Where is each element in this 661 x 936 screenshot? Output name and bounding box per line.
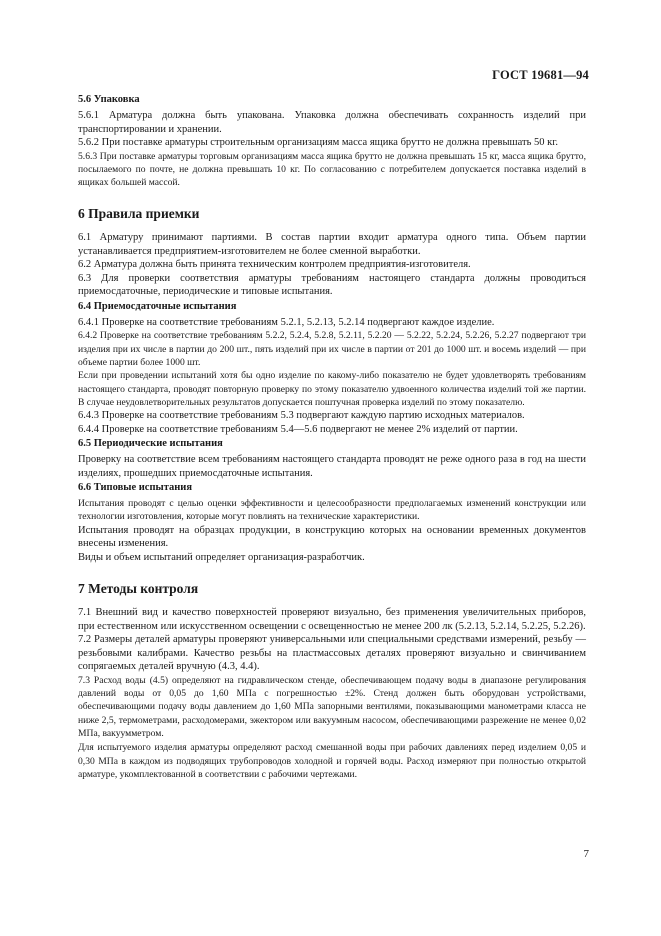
paragraph-6-4-2: 6.4.2 Проверке на соответствие требованиям 5.2.2, 5.2.4, 5.2.8, 5.2.11, 5.2.20 — 5.2.22, 5.2.24, 5.2.26, 5.2.27 подвергают три изделия при их числе в партии до 200 шт., пять изделий при их числе в партии от 201 до 1000 шт. и восемь изделий — при объеме партии более 1000 шт. (78, 330, 586, 368)
paragraph-7-1: 7.1 Внешний вид и качество поверхностей проверяют визуально, без применения увеличительных приборов, при естественном или искусственном освещении с освещенностью не менее 200 лк (5.2.13, 5.2.14, 5.2.25, 5.2.26). (78, 607, 586, 632)
page-number: 7 (583, 848, 589, 860)
paragraph-7-3: 7.3 Расход воды (4.5) определяют на гидравлическом стенде, обеспечивающем подачу воды в диапазоне регулирования давлений воды от 0,05 до 1,60 МПа с погрешностью ±2%. Стенд должен быть оборудован устройствами, обеспечивающими подачу воды давлением до 1,60 МПа запорными вентилями, показывающими манометрами класса не ниже 2,5, термометрами, расходомерами, эжектором или вакуумным насосом, обеспечивающими разрежение не менее 0,02 МПа, вакуумметром. (78, 674, 586, 739)
paragraph-5-6-3: 5.6.3 При поставке арматуры торговым организациям масса ящика брутто не должна превышать 15 кг, масса ящика брутто, посылаемого по почте, не должна превышать 10 кг. По согласованию с потребителем допускается поставка изделий в ящиках большей массой. (78, 150, 586, 189)
paragraph-5-6-2: 5.6.2 При поставке арматуры строительным организациям масса ящика брутто не должна превышать 50 кг. (78, 137, 558, 148)
paragraph-6-3: 6.3 Для проверки соответствия арматуры требованиям настоящего стандарта должны проводиться приемосдаточные, периодические и типовые испытания. (78, 272, 586, 298)
paragraph-6-1: 6.1 Арматуру принимают партиями. В состав партии входит арматура одного типа. Объем партии устанавливается предприятием-изготовителем не более сменной выработки. (78, 232, 586, 257)
doc-code-header: ГОСТ 19681—94 (492, 68, 589, 82)
paragraph-7-3-cont: Для испытуемого изделия арматуры определяют расход смешанной воды при рабочих давлениях перед изделием 0,05 и 0,30 МПа в каждом из подводящих трубопроводов холодной и горячей воды. Расход измеряют при полностью открытой арматуре, укомплектованной в соответствии с рабочими чертежами. (78, 742, 586, 780)
paragraph-6-6-a: Испытания проводят с целью оценки эффективности и целесообразности предполагаемых изменений конструкции или технологии изготовления, которые могут повлиять на технические характеристики. (78, 498, 586, 523)
section-6-5-title: 6.5 Периодические испытания (78, 438, 223, 450)
paragraph-5-6-1: 5.6.1 Арматура должна быть упакована. Упаковка должна обеспечивать сохранность изделий при транспортировании и хранении. (78, 110, 586, 135)
section-6-6-title: 6.6 Типовые испытания (78, 482, 193, 494)
section-7-title: 7 Методы контроля (78, 581, 199, 597)
paragraph-6-4-1: 6.4.1 Проверке на соответствие требованиям 5.2.1, 5.2.13, 5.2.14 подвергают каждое изделие. (78, 316, 495, 328)
section-6-title: 6 Правила приемки (78, 206, 200, 222)
section-5-6-title: 5.6 Упаковка (78, 94, 140, 105)
paragraph-6-4-4: 6.4.4 Проверке на соответствие требованиям 5.4—5.6 подвергают не менее 2% изделий от партии. (78, 423, 518, 435)
paragraph-6-6-c: Виды и объем испытаний определяет организация-разработчик. (78, 551, 365, 563)
paragraph-6-2: 6.2 Арматура должна быть принята техническим контролем предприятия-изготовителя. (78, 259, 471, 271)
section-6-4-title: 6.4 Приемосдаточные испытания (78, 300, 237, 312)
paragraph-6-6-b: Испытания проводят на образцах продукции, в конструкцию которых на основании временных документов внесены изменения. (78, 524, 586, 550)
paragraph-7-2: 7.2 Размеры деталей арматуры проверяют универсальными или специальными средствами измерений, резьбу — резьбовыми калибрами. Качество резьбы на пластмассовых деталях проверяют визуально и свинчиванием сопрягаемых деталей вручную (4.3, 4.4). (78, 634, 586, 673)
paragraph-6-4-3: 6.4.3 Проверке на соответствие требованиям 5.3 подвергают каждую партию исходных материалов. (78, 410, 525, 422)
page-content (78, 92, 586, 781)
paragraph-6-5: Проверку на соответствие всем требованиям настоящего стандарта проводят не реже одного раза в год на шести изделиях, прошедших приемосдаточные испытания. (78, 454, 586, 479)
paragraph-6-4-2-cont: Если при проведении испытаний хотя бы одно изделие по какому-либо показателю не будет удовлетворять требованиям настоящего стандарта, проводят повторную проверку по этому показателю удвоенного количества изделий той же партии. В случае неудовлетворительных результатов допускается поштучная проверка изделий по этому показателю. (78, 370, 586, 408)
